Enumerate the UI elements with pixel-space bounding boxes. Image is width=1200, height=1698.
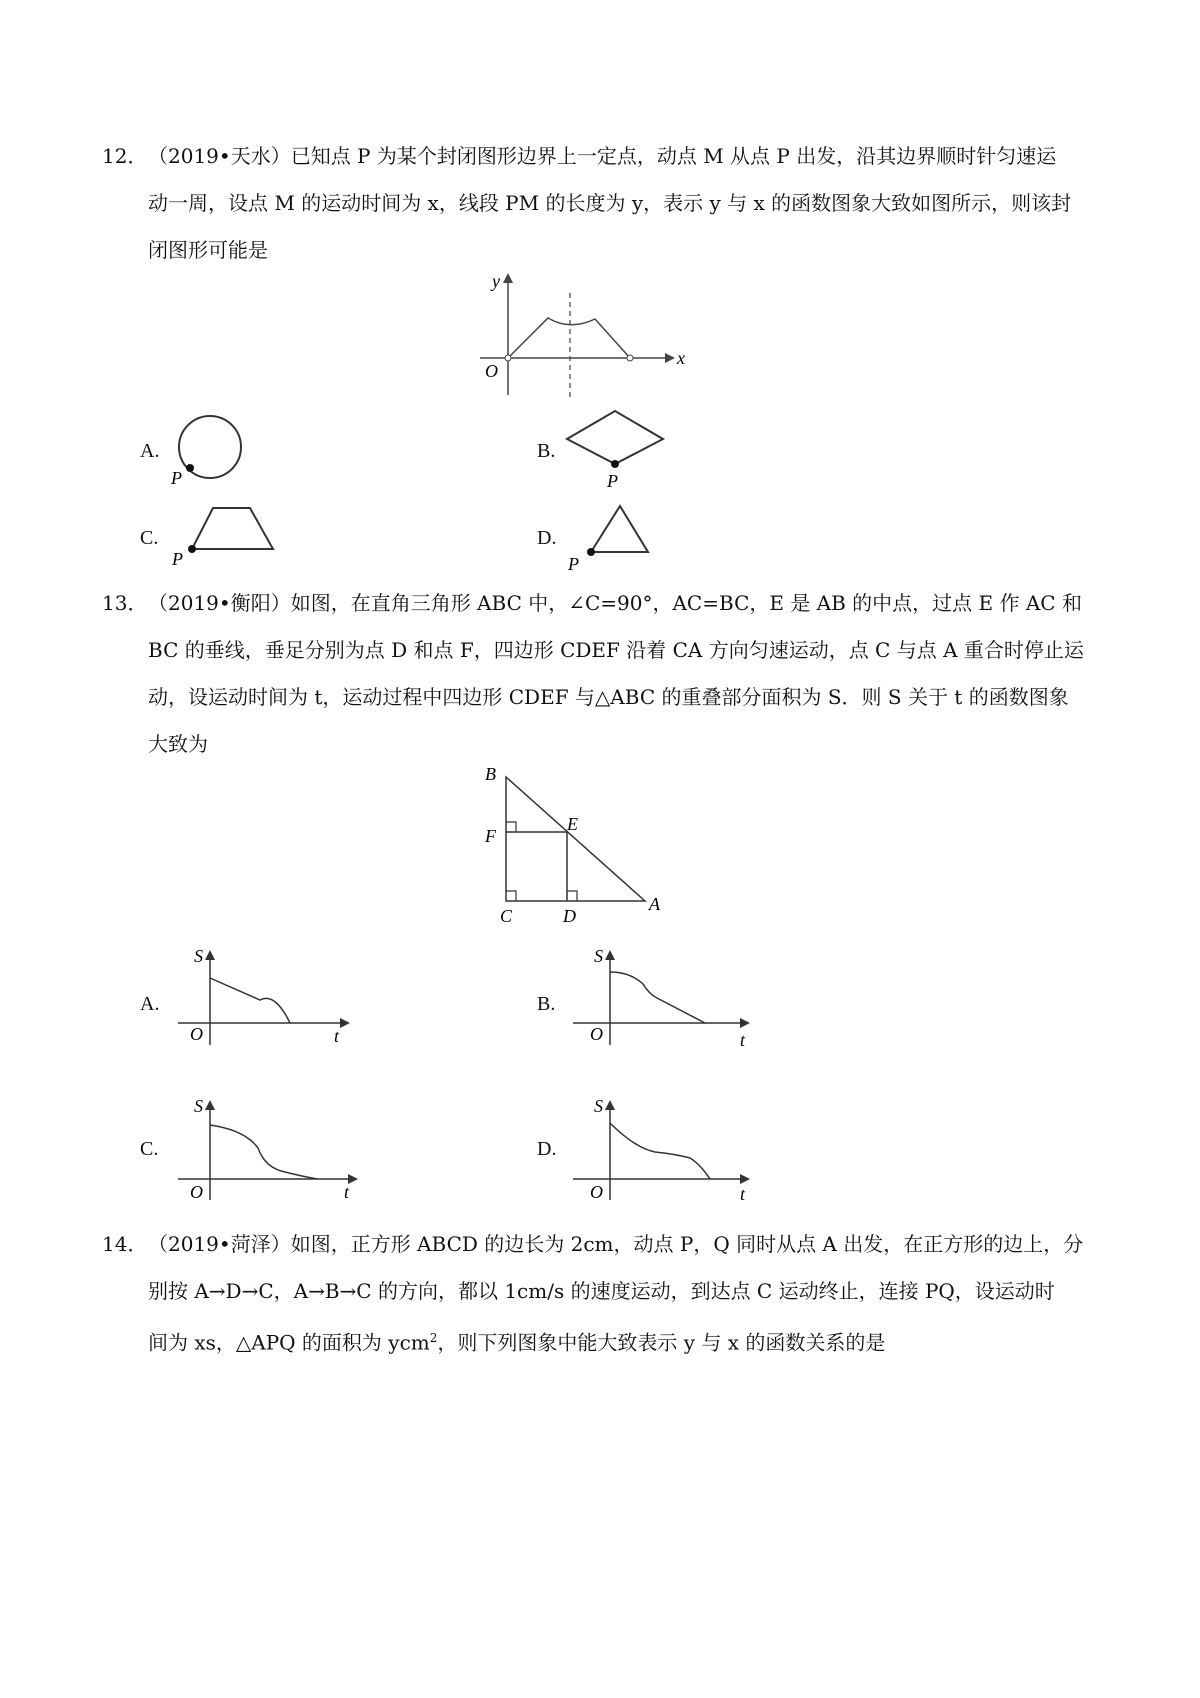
origin-label: O [590, 1024, 603, 1044]
question-text-line: 动一周，设点 M 的运动时间为 x，线段 PM 的长度为 y，表示 y 与 x 的函数图象大致如图所示，则该封 [148, 191, 1072, 215]
axis-label-x: x [677, 348, 685, 368]
question-text-line: 动，设运动时间为 t，运动过程中四边形 CDEF 与△ABC 的重叠部分面积为 S．则 S 关于 t 的函数图象 [148, 685, 1069, 709]
point-label-p: P [568, 554, 579, 574]
question-number: 12． [102, 144, 148, 168]
q13-triangle-figure [475, 760, 695, 930]
option-d-graph [565, 1088, 765, 1203]
question-text-line: 别按 A→D→C，A→B→C 的方向，都以 1cm/s 的速度运动，到达点 C 运动终止，连接 PQ，设运动时 [148, 1279, 1055, 1303]
axis-label-s: S [594, 946, 603, 966]
axis-label-t: t [740, 1030, 746, 1050]
question-text-line: 大致为 [148, 732, 208, 756]
question-text-line: 闭图形可能是 [148, 238, 268, 262]
q12-function-graph [470, 265, 690, 405]
option-label: B. [537, 993, 556, 1015]
option-label: C. [140, 1138, 159, 1160]
option-b-graph [565, 940, 765, 1055]
question-text-line: BC 的垂线，垂足分别为点 D 和点 F，四边形 CDEF 沿着 CA 方向匀速运动，点 C 与点 A 重合时停止运 [148, 638, 1084, 662]
origin-label: O [485, 361, 498, 381]
axis-label-s: S [194, 1096, 203, 1116]
point-label-p: P [172, 549, 183, 569]
axis-label-t: t [740, 1184, 746, 1203]
vertex-label-b: B [485, 764, 496, 784]
question-13 [102, 582, 1108, 766]
option-label: D. [537, 1138, 557, 1160]
option-label: A. [140, 993, 160, 1015]
axis-label-y: y [492, 271, 500, 291]
option-label: B. [537, 440, 556, 462]
question-text-line: （2019•衡阳）如图，在直角三角形 ABC 中，∠C=90°，AC=BC，E 是 AB 的中点，过点 E 作 AC 和 [148, 591, 1082, 615]
option-c-graph [170, 1088, 370, 1203]
axis-label-s: S [594, 1096, 603, 1116]
question-14 [102, 1223, 1108, 1365]
option-a-graph [170, 940, 360, 1055]
question-text-line: （2019•菏泽）如图，正方形 ABCD 的边长为 2cm，动点 P，Q 同时从点 A 出发，在正方形的边上，分 [148, 1232, 1084, 1256]
vertex-label-a: A [649, 894, 660, 914]
option-label: A. [140, 440, 160, 462]
vertex-label-f: F [485, 826, 496, 846]
question-text-segment: 间为 xs，△APQ 的面积为 ycm [148, 1330, 430, 1355]
vertex-label-c: C [500, 906, 513, 926]
question-number: 14． [102, 1232, 148, 1256]
question-text-segment: ，则下列图象中能大致表示 y 与 x 的函数关系的是 [437, 1330, 886, 1355]
question-text-line [148, 1317, 1108, 1365]
option-label: D. [537, 527, 557, 549]
point-label-p: P [171, 468, 182, 488]
axis-label-s: S [194, 946, 203, 966]
question-12 [102, 135, 1108, 272]
axis-label-t: t [344, 1182, 350, 1202]
question-text-line: （2019•天水）已知点 P 为某个封闭图形边界上一定点，动点 M 从点 P 出发，沿其边界顺时针匀速运 [148, 144, 1057, 168]
superscript: 2 [429, 1331, 438, 1345]
option-c-trapezoid-figure [165, 500, 285, 575]
option-d-triangle-figure [562, 495, 662, 575]
origin-label: O [190, 1182, 203, 1202]
option-b-rhombus-figure [560, 405, 670, 495]
option-a-circle-figure [165, 410, 255, 490]
option-label: C. [140, 527, 159, 549]
point-label-p: P [607, 471, 618, 491]
origin-label: O [190, 1024, 203, 1044]
origin-label: O [590, 1182, 603, 1202]
vertex-label-e: E [567, 814, 578, 834]
vertex-label-d: D [563, 906, 576, 926]
axis-label-t: t [334, 1026, 340, 1046]
question-number: 13． [102, 591, 148, 615]
